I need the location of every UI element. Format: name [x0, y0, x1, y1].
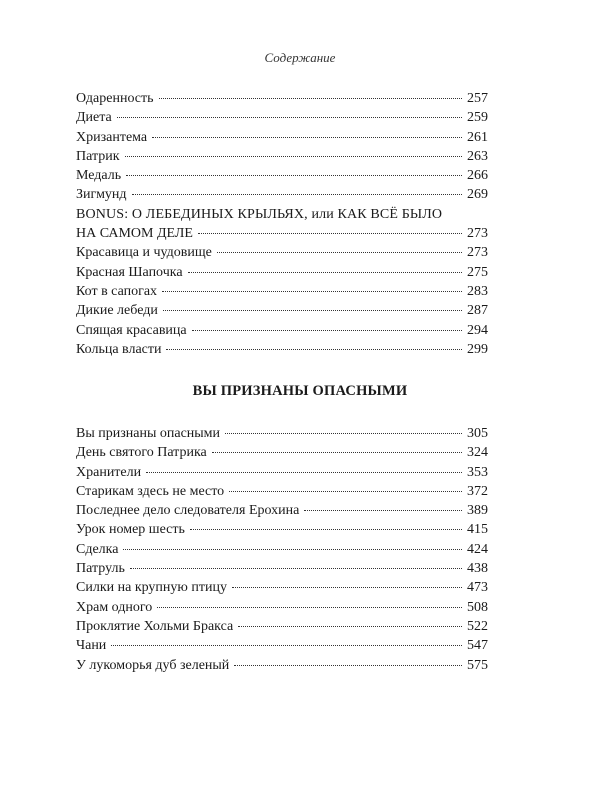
toc-entry [76, 501, 488, 520]
toc-entry [76, 263, 488, 282]
toc-entry-title: У лукоморья дуб зеленый [76, 657, 230, 673]
dot-leader [234, 665, 462, 666]
dot-leader [123, 549, 462, 550]
toc-entry [76, 166, 488, 185]
toc-entry [76, 463, 488, 482]
toc-entry-page: 438 [467, 561, 488, 577]
toc-entry-title: Красавица и чудовище [76, 245, 212, 261]
toc-entry-title: Спящая красавица [76, 322, 187, 338]
dot-leader [159, 98, 462, 99]
toc-entry-title: День святого Патрика [76, 445, 207, 461]
toc-entry [76, 205, 488, 244]
dot-leader [192, 330, 462, 331]
toc-entry [76, 578, 488, 597]
toc-entry-page: 372 [467, 483, 488, 499]
toc-entry-title: Силки на крупную птицу [76, 580, 227, 596]
toc-entry [76, 89, 488, 108]
dot-leader [130, 568, 462, 569]
toc-entry-page: 353 [467, 464, 488, 480]
dot-leader [225, 433, 462, 434]
dot-leader [146, 472, 462, 473]
toc-entry [76, 559, 488, 578]
dot-leader [190, 529, 462, 530]
dot-leader [232, 587, 462, 588]
toc-list-2 [76, 424, 488, 675]
toc-entry-page: 508 [467, 599, 488, 615]
toc-entry-page: 522 [467, 618, 488, 634]
dot-leader [238, 626, 462, 627]
toc-entry-title: Урок номер шесть [76, 522, 185, 538]
toc-entry-page: 415 [467, 522, 488, 538]
toc-entry-page: 473 [467, 580, 488, 596]
toc-entry-page: 299 [467, 341, 488, 357]
toc-entry [76, 243, 488, 262]
dot-leader [212, 452, 462, 453]
running-head: Содержание [264, 50, 336, 65]
toc-entry-page: 575 [467, 657, 488, 673]
toc-entry-page: 259 [467, 110, 488, 126]
toc-entry-title: Сделка [76, 541, 119, 557]
dot-leader [217, 252, 462, 253]
dot-leader [162, 291, 462, 292]
toc-entry-title: Кот в сапогах [76, 283, 158, 299]
toc-entry [76, 636, 488, 655]
toc-entry-title: Кольца власти [76, 341, 162, 357]
toc-entry [76, 108, 488, 127]
toc-entry-title: Красная Шапочка [76, 264, 183, 280]
dot-leader [132, 194, 462, 195]
dot-leader [111, 645, 462, 646]
toc-entry-title: Последнее дело следователя Ерохина [76, 503, 300, 519]
dot-leader [126, 175, 462, 176]
toc-entry-title: Хризантема [76, 129, 148, 145]
toc-entry-page: 424 [467, 541, 488, 557]
toc-entry-title: Диета [76, 110, 112, 126]
toc-entry-page: 287 [467, 303, 488, 319]
toc-entry-page: 263 [467, 148, 488, 164]
toc-entry [76, 128, 488, 147]
toc-entry-title-line1: BONUS: О ЛЕБЕДИНЫХ КРЫЛЬЯХ, или КАК ВСЁ БЫЛО [76, 206, 443, 222]
toc-entry-page: 266 [467, 168, 488, 184]
dot-leader [152, 137, 462, 138]
toc-entry-title: Патрик [76, 148, 120, 164]
toc-entry [76, 340, 488, 359]
dot-leader [229, 491, 462, 492]
toc-entry [76, 482, 488, 501]
dot-leader [117, 117, 462, 118]
toc-entry-page: 275 [467, 264, 488, 280]
toc-entry-title: Вы признаны опасными [76, 426, 221, 441]
toc-entry [76, 520, 488, 539]
toc-entry [76, 656, 488, 675]
toc-entry [76, 540, 488, 559]
dot-leader [163, 310, 462, 311]
toc-entry-title: Старикам здесь не место [76, 483, 225, 499]
toc-entry-page: 283 [467, 283, 488, 299]
toc-list-1 [76, 89, 488, 359]
dot-leader [304, 510, 462, 511]
toc-entry-page: 257 [467, 91, 488, 106]
toc-entry-page: 273 [467, 226, 488, 242]
toc-entry-title: Медаль [76, 168, 122, 184]
toc-entry [76, 282, 488, 301]
toc-entry [76, 147, 488, 166]
toc-entry-page: 269 [467, 187, 488, 203]
toc-entry-page: 273 [467, 245, 488, 261]
toc-entry-title: Проклятие Хольми Бракса [76, 618, 234, 634]
toc-entry-title: НА САМОМ ДЕЛЕ [76, 226, 193, 242]
toc-entry [76, 321, 488, 340]
toc-entry [76, 617, 488, 636]
dot-leader [188, 272, 462, 273]
dot-leader [166, 349, 462, 350]
toc-entry-page: 547 [467, 638, 488, 654]
dot-leader [198, 233, 462, 234]
toc-entry-page: 261 [467, 129, 488, 145]
toc-entry-page: 294 [467, 322, 488, 338]
toc-entry-title: Зигмунд [76, 187, 127, 203]
toc-entry [76, 443, 488, 462]
toc-entry-page: 324 [467, 445, 488, 461]
toc-entry-title: Хранители [76, 464, 142, 480]
toc-entry [76, 301, 488, 320]
toc-entry-page: 389 [467, 503, 488, 519]
toc-entry-title: Храм одного [76, 599, 153, 615]
dot-leader [157, 607, 462, 608]
toc-entry [76, 424, 488, 443]
toc-entry-title: Одаренность [76, 91, 154, 106]
section-heading: ВЫ ПРИЗНАНЫ ОПАСНЫМИ [192, 383, 408, 399]
toc-entry [76, 185, 488, 204]
toc-entry-title: Дикие лебеди [76, 303, 158, 319]
dot-leader [125, 156, 462, 157]
toc-entry-title: Чани [76, 638, 107, 654]
toc-entry-page: 305 [467, 426, 488, 441]
toc-entry-title: Патруль [76, 561, 125, 577]
toc-entry [76, 598, 488, 617]
